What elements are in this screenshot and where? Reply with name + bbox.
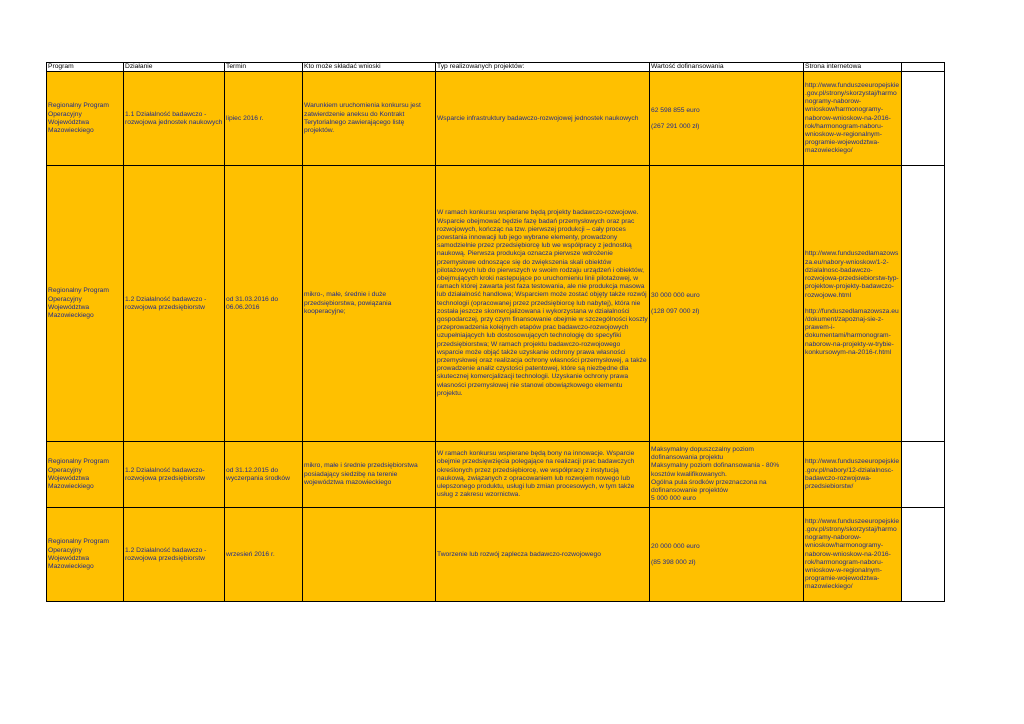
wartosc-line: (267 291 000 zł)	[651, 122, 700, 130]
cell-program: Regionalny Program Operacyjny Województwa Mazowieckiego	[47, 72, 124, 166]
cell-kto: mikro, małe i średnie przedsiębiorstwa posiadający siedzibę na terenie województwa mazowieckiego	[303, 442, 436, 508]
cell-program: Regionalny Program Operacyjny Województwa Mazowieckiego	[47, 508, 124, 602]
table-row	[47, 508, 945, 602]
link-strona[interactable]: http://www.funduszeeuropejskie.gov.pl/strony/skorzystaj/harmonogramy-naborow-wnioskow/harmonogramy-naborow-wnioskow-na-2016-rok/harmonogram-naboru-wnioskow-w-regionalnym-programie-wojewodztwa-mazowieckiego/	[804, 72, 902, 166]
cell-empty	[902, 442, 945, 508]
header-kto: Kto może składać wnioski	[303, 63, 436, 72]
link-strona[interactable]: http://funduszedlamazowsza.eu/dokument/zapoznaj-sie-z-prawem-i-dokumentami/harmonogram-naborow-na-projekty-w-trybie-konkursowym-na-2016-r.html	[805, 307, 899, 356]
cell-kto: Warunkiem uruchomienia konkursu jest zatwierdzenie aneksu do Kontrakt Terytorialnego zawierającego listę projektów.	[303, 72, 436, 166]
cell-kto: mikro-, małe, średnie i duże przedsiębiorstwa, powiązania kooperacyjne;	[303, 166, 436, 442]
cell-empty	[902, 166, 945, 442]
cell-empty	[902, 508, 945, 602]
cell-wartosc	[650, 508, 804, 602]
wartosc-line: (128 097 000 zł)	[651, 307, 700, 315]
cell-kto	[303, 508, 436, 602]
cell-dzialanie: 1.2 Działalność badawczo - rozwojowa przedsiębiorstw	[124, 508, 225, 602]
header-strona: Strona internetowa	[804, 63, 902, 72]
header-typ: Typ realizowanych projektów:	[436, 63, 650, 72]
cell-strona	[804, 166, 902, 442]
cell-typ: Wsparcie infrastruktury badawczo-rozwojowej jednostek naukowych	[436, 72, 650, 166]
wartosc-line: Ogólna pula środków przeznaczona na dofinansowanie projektów	[651, 478, 767, 494]
cell-termin: lipiec 2016 r.	[225, 72, 303, 166]
wartosc-line: Maksymalny dopuszczalny poziom dofinansowania projektu	[651, 445, 754, 462]
cell-wartosc	[650, 166, 804, 442]
cell-typ: W ramach konkursu wspierane będą projekty badawczo-rozwojowe. Wsparcie obejmować będzie fazę badań przemysłowych oraz prac rozwojowych, kończąc na tzw. pierwszej produkcji – cały proces powstania innowacji lub jego wybrane elementy, prowadzony samodzielnie przez przedsiębiorcę lub we współpracy z jednostką naukową. Pierwsza produkcja oznacza pierwsze wdrożenie przemysłowe odnoszące się do zwiększenia skali obiektów pilotażowych lub do pierwszych w swoim rodzaju urządzeń i obiektów, obejmujących kroki następujące po uruchomieniu linii pilotażowej, w ramach której zawarta jest faza testowania, ale nie produkcja masowa lub działalność handlowa; Wsparciem może zostać objęty także rozwój technologii (opracowanej przez przedsiębiorcę lub nabytej), która nie została jeszcze skomercjalizowana i wykorzystana w działalności gospodarczej, przy czym finansowanie obejmie w szczególności koszty przeprowadzenia kolejnych etapów prac badawczo-rozwojowych uzupełniających lub dostosowujących technologię do specyfiki przedsiębiorstwa; W ramach projektu badawczo-rozwojowego wsparcie może objąć także uzyskanie ochrony prawa własności przemysłowej oraz realizacja ochrony własności przemysłowej, a także prowadzenie analiz czystości patentowej, które są niezbędne dla skutecznej komercjalizacji technologii. Uzyskanie ochrony prawa własności przemysłowej nie stanowi obowiązkowego elementu projektu.	[436, 166, 650, 442]
header-dzialanie: Działanie	[124, 63, 225, 72]
wartosc-line: (85 398 000 zł)	[651, 558, 696, 566]
cell-wartosc	[650, 442, 804, 508]
link-strona[interactable]: http://www.funduszedlamazowsza.eu/nabory-wnioskow/1-2-dzialalnosc-badawczo-rozwojowa-przedsiebiorstw-typ-projektow-projekty-badawczo-rozwojowe.html	[805, 250, 899, 299]
cell-wartosc	[650, 72, 804, 166]
table-row	[47, 166, 945, 442]
table-row	[47, 442, 945, 508]
cell-empty	[902, 72, 945, 166]
wartosc-line: Maksymalny poziom dofinansowania - 80% kosztów kwalifikowanych.	[651, 462, 780, 478]
link-strona[interactable]: http://www.funduszeeuropejskie.gov.pl/strony/skorzystaj/harmonogramy-naborow-wnioskow/harmonogramy-naborow-wnioskow-na-2016-rok/harmonogram-naboru-wnioskow-w-regionalnym-programie-wojewodztwa-mazowieckiego/	[804, 508, 902, 602]
cell-typ: Tworzenie lub rozwój zaplecza badawczo-rozwojowego	[436, 508, 650, 602]
funding-table	[46, 62, 945, 602]
wartosc-line: 20 000 000 euro	[651, 542, 700, 550]
cell-dzialanie: 1.2 Działalność badawczo - rozwojowa przedsiębiorstw	[124, 166, 225, 442]
header-wartosc: Wartość dofinansowania	[650, 63, 804, 72]
cell-program: Regionalny Program Operacyjny Województwa Mazowieckiego	[47, 166, 124, 442]
header-program: Program	[47, 63, 124, 72]
wartosc-line: 5 000 000 euro	[651, 495, 696, 503]
cell-program: Regionalny Program Operacyjny Województwa Mazowieckiego	[47, 442, 124, 508]
cell-termin: wrzesień 2016 r.	[225, 508, 303, 602]
header-row	[47, 63, 945, 72]
cell-dzialanie: 1.2 Działalność badawczo-rozwojowa przedsiębiorstw	[124, 442, 225, 508]
wartosc-line: 62 598 855 euro	[651, 106, 700, 114]
header-empty	[902, 63, 945, 72]
cell-dzialanie: 1.1 Działalność badawczo - rozwojowa jednostek naukowych	[124, 72, 225, 166]
wartosc-line: 30 000 000 euro	[651, 291, 700, 299]
table-row	[47, 72, 945, 166]
cell-termin: od 31.12.2015 do wyczerpania środków	[225, 442, 303, 508]
cell-termin: od 31.03.2016 do 06.06.2016	[225, 166, 303, 442]
header-termin: Termin	[225, 63, 303, 72]
cell-typ: W ramach konkursu wspierane będą bony na innowacje. Wsparcie obejmie przedsięwzięcia polegające na realizacji prac badawczych określonych przez przedsiębiorcę, we współpracy z instytucją naukową, związanych z opracowaniem lub rozwojem nowego lub ulepszonego produktu, usługi lub zmian procesowych, w tym także usług z zakresu wzornictwa.	[436, 442, 650, 508]
link-strona[interactable]: http://www.funduszeeuropejskie.gov.pl/nabory/12-dzialalnosc-badawczo-rozwojowa-przedsiebiorstw/	[804, 442, 902, 508]
